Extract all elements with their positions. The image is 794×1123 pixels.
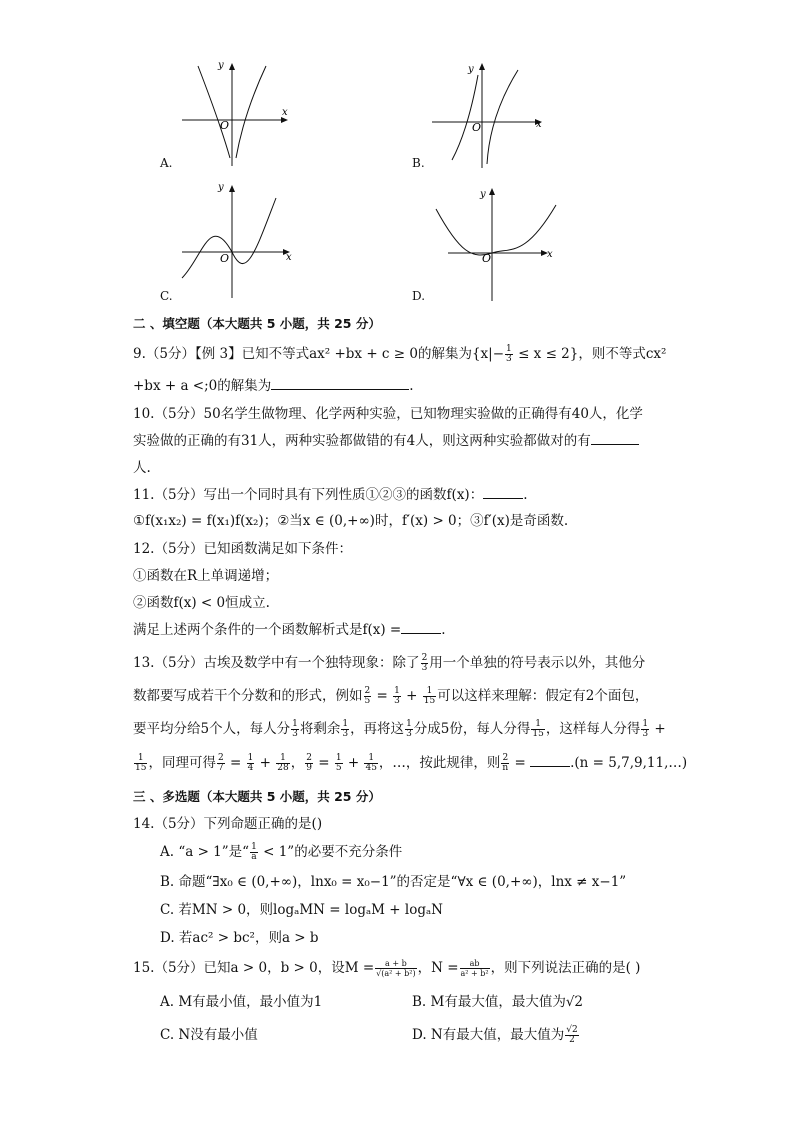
answer-blank xyxy=(483,486,523,499)
x-axis-label: x xyxy=(282,107,288,118)
q12-line4: 满足上述两个条件的一个函数解析式是f(x) = . xyxy=(133,622,446,638)
option-b-label: B. xyxy=(412,156,425,170)
fraction: $\frac{1}{3}$ xyxy=(506,344,512,364)
option-c-label: C. xyxy=(160,289,173,303)
section-fill-blank-heading: 二 、填空题（本大题共 5 小题，共 25 分） xyxy=(133,316,381,331)
q12-line3: ②函数f(x) < 0恒成立. xyxy=(133,595,270,611)
q14-option-c: C. 若MN > 0，则logₐMN = logₐM + logₐN xyxy=(160,902,443,918)
q15-option-a: A. M有最小值，最小值为1 xyxy=(160,994,323,1010)
origin-label: O xyxy=(472,121,482,134)
graph-c xyxy=(180,180,300,300)
q9-line2: +bx + a <;0的解集为 . xyxy=(133,378,414,394)
x-axis-label: x xyxy=(286,252,292,263)
y-axis-label: y xyxy=(468,64,474,75)
y-axis-label: y xyxy=(218,182,224,193)
q13-line2: 数都要写成若干个分数和的形式，例如 $\frac{2}{5}$ = $\frac{1}{3}$ + $\frac{1}{15}$ 可以这样来理解：假定有2个面包， xyxy=(133,686,649,706)
section-multi-choice-heading: 三 、多选题（本大题共 5 小题，共 25 分） xyxy=(133,789,381,804)
origin-label: O xyxy=(220,252,230,265)
origin-label: O xyxy=(482,252,492,265)
q12-line2: ①函数在R上单调递增； xyxy=(133,568,279,584)
q10-line1: 10.（5分）50名学生做物理、化学两种实验，已知物理实验做的正确得有40人，化学 xyxy=(133,406,643,422)
q13-line4: $\frac{1}{15}$ ，同理可得 $\frac{2}{7}$ = $\frac{1}{4}$ + $\frac{1}{28}$ ， $\frac{2}{9}$ = $\frac{1}{5}$ + $\frac{1}{45}$ ，…，按此规律，则 $\frac{2}{n}$ = .(n = 5,7,9,11,…) xyxy=(135,753,688,773)
answer-blank xyxy=(591,432,639,445)
option-a-label: A. xyxy=(160,156,173,170)
q15-option-d: D. N有最大值，最大值为 $\frac{√2}{2}$ xyxy=(412,1025,578,1045)
answer-blank xyxy=(401,621,441,634)
y-axis-label: y xyxy=(480,189,486,200)
x-axis-label: x xyxy=(536,119,542,130)
q15-stem: 15.（5分）已知a > 0，b > 0，设M = $\frac{a + b}{\text{√(a² + b²)}}$ ，N = $\frac{ab}{\text{a² + b²}}$ ，则下列说法正确的是( ) xyxy=(133,959,641,978)
q14-option-b: B. 命题“∃x₀ ∈ (0,+∞)，lnx₀ = x₀−1”的否定是“∀x ∈ (0,+∞)，lnx ≠ x−1” xyxy=(160,874,627,890)
q11-line2: ①f(x₁x₂) = f(x₁)f(x₂)；②当x ∈ (0,+∞)时，f′(x) > 0；③f′(x)是奇函数. xyxy=(133,513,569,529)
q15-option-b: B. M有最大值，最大值为√2 xyxy=(412,994,584,1010)
q12-line1: 12.（5分）已知函数满足如下条件： xyxy=(133,541,353,557)
answer-blank xyxy=(271,377,409,390)
graph-a xyxy=(180,58,295,168)
q14-stem: 14.（5分）下列命题正确的是() xyxy=(133,816,323,832)
q13-line3: 要平均分给5个人，每人分 $\frac{1}{3}$ 将剩余 $\frac{1}{3}$ ，再将这 $\frac{1}{3}$ 分成5份，每人分得 $\frac{1}{15}$ ，这样每人分得 $\frac{1}{3}$ + xyxy=(133,719,666,739)
q14-option-d: D. 若ac² > bc²，则a > b xyxy=(160,930,319,946)
q10-line2: 实验做的正确的有31人，两种实验都做错的有4人，则这两种实验都做对的有 xyxy=(133,432,639,450)
x-axis-label: x xyxy=(547,249,553,260)
q9-line1: 9.（5分）【例 3】已知不等式ax² +bx + c ≥ 0的解集为{x|− $\frac{1}{3}$ ≤ x ≤ 2}，则不等式cx² xyxy=(133,344,667,364)
origin-label: O xyxy=(220,119,230,132)
q14-option-a: A. “a > 1”是“ $\frac{1}{a}$ < 1”的必要不充分条件 xyxy=(160,842,403,862)
q13-line1: 13.（5分）古埃及数学中有一个独特现象：除了 $\frac{2}{3}$ 用一个单独的符号表示以外，其他分 xyxy=(133,653,646,673)
q10-line3: 人. xyxy=(133,460,151,476)
y-axis-label: y xyxy=(218,60,224,71)
q15-option-c: C. N没有最小值 xyxy=(160,1027,258,1043)
graph-d xyxy=(430,183,560,303)
answer-blank xyxy=(530,754,570,767)
graph-b xyxy=(430,60,550,170)
option-d-label: D. xyxy=(412,289,426,303)
q11-line1: 11.（5分）写出一个同时具有下列性质①②③的函数f(x)： . xyxy=(133,487,528,503)
